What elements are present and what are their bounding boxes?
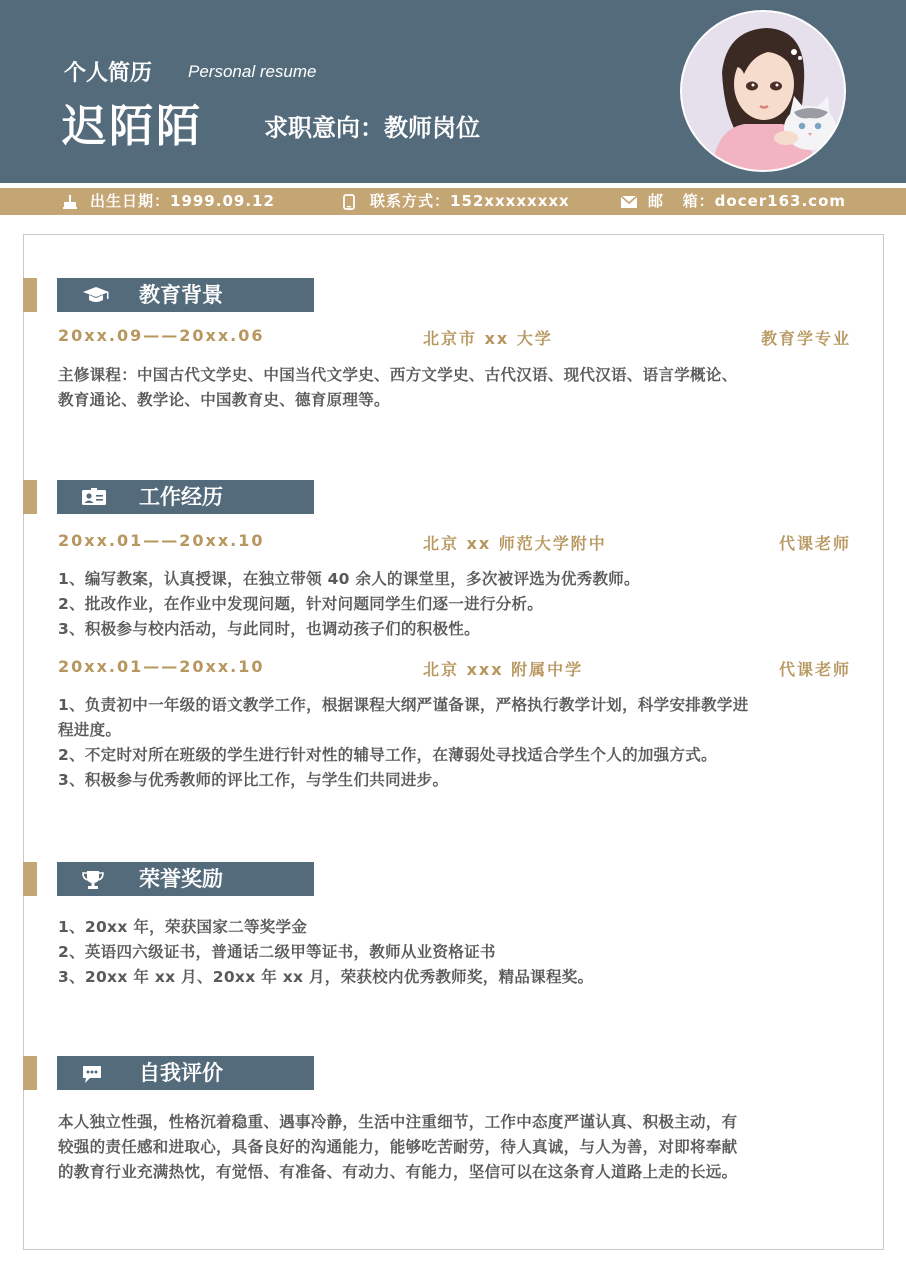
speech-bubble-icon	[81, 1064, 103, 1084]
birthday-cake-icon	[62, 194, 78, 210]
entry-organization: 北京 xxx 附属中学	[423, 660, 584, 679]
paragraph-line: 本人独立性强，性格沉着稳重、遇事冷静，生活中注重细节，工作中态度严谨认真、积极主动，有	[58, 1113, 738, 1131]
section-label: 工作经历	[139, 485, 223, 509]
section-label: 荣誉奖励	[139, 867, 223, 891]
resume-subtitle-cn: 个人简历	[64, 61, 153, 86]
education-entry	[58, 326, 851, 350]
candidate-name: 迟陌陌	[62, 101, 203, 152]
paragraph-line: 3、20xx 年 xx 月、20xx 年 xx 月，荣获校内优秀教师奖，精品课程奖。	[58, 968, 594, 986]
work-entry-2	[58, 657, 851, 681]
birth-date-item	[62, 188, 312, 215]
entry-period: 20xx.01——20xx.10	[58, 657, 265, 676]
paragraph-line: 3、积极参与校内活动，与此同时，也调动孩子们的积极性。	[58, 620, 480, 638]
honors-list	[58, 915, 858, 990]
entry-period: 20xx.01——20xx.10	[58, 531, 265, 550]
envelope-icon	[620, 195, 638, 209]
section-accent	[23, 1056, 37, 1090]
paragraph-line: 1、编写教案，认真授课，在独立带领 40 余人的课堂里，多次被评选为优秀教师。	[58, 570, 640, 588]
paragraph-line: 3、积极参与优秀教师的评比工作，与学生们共同进步。	[58, 771, 449, 789]
job-intent: 求职意向：教师岗位	[264, 114, 480, 142]
work-entry-2-duties	[58, 693, 858, 793]
trophy-icon	[81, 870, 105, 890]
section-accent	[23, 862, 37, 896]
graduation-cap-icon	[81, 286, 111, 304]
section-label: 自我评价	[139, 1061, 223, 1085]
section-title-education	[57, 278, 314, 312]
work-entry-1-duties	[58, 567, 858, 642]
self-evaluation-text	[58, 1110, 858, 1185]
entry-role: 教育学专业	[760, 329, 851, 348]
work-entry-1	[58, 531, 851, 555]
avatar	[680, 10, 846, 172]
email-item	[620, 188, 860, 215]
section-accent	[23, 480, 37, 514]
paragraph-line: 的教育行业充满热忱，有觉悟、有准备、有动力、有能力，坚信可以在这条育人道路上走的长远。	[58, 1163, 738, 1181]
entry-period: 20xx.09——20xx.06	[58, 326, 265, 345]
entry-organization: 北京 xx 师范大学附中	[423, 534, 607, 553]
section-accent	[23, 278, 37, 312]
phone-icon	[342, 194, 356, 210]
education-courses	[58, 363, 858, 413]
paragraph-line: 1、20xx 年，荣获国家二等奖学金	[58, 918, 308, 936]
paragraph-line: 2、不定时对所在班级的学生进行针对性的辅导工作，在薄弱处寻找适合学生个人的加强方式。	[58, 746, 717, 764]
paragraph-line: 较强的责任感和进取心，具备良好的沟通能力，能够吃苦耐劳，待人真诚，与人为善，对即将奉献	[58, 1138, 738, 1156]
entry-role: 代课老师	[778, 534, 851, 553]
paragraph-line: 1、负责初中一年级的语文教学工作，根据课程大纲严谨备课，严格执行教学计划，科学安排教学进	[58, 696, 749, 714]
section-title-self-evaluation	[57, 1056, 314, 1090]
paragraph-line: 教育通论、教学论、中国教育史、德育原理等。	[58, 391, 390, 409]
email-text: 邮 箱：docer163.com	[648, 192, 847, 210]
paragraph-line: 程进度。	[58, 721, 122, 739]
paragraph-line: 2、英语四六级证书，普通话二级甲等证书，教师从业资格证书	[58, 943, 496, 961]
section-title-honors	[57, 862, 314, 896]
section-title-work	[57, 480, 314, 514]
entry-role: 代课老师	[778, 660, 851, 679]
birth-date-text: 出生日期：1999.09.12	[90, 192, 275, 210]
contact-text: 联系方式：152xxxxxxxx	[370, 192, 570, 210]
contact-info-bar	[0, 188, 906, 215]
resume-subtitle-en: Personal resume	[188, 62, 317, 81]
paragraph-line: 主修课程：中国古代文学史、中国当代文学史、西方文学史、古代汉语、现代汉语、语言学概论、	[58, 366, 738, 384]
id-card-icon	[81, 488, 107, 506]
section-label: 教育背景	[139, 283, 223, 307]
contact-item	[342, 188, 592, 215]
paragraph-line: 2、批改作业，在作业中发现问题，针对问题同学生们逐一进行分析。	[58, 595, 544, 613]
entry-organization: 北京市 xx 大学	[423, 329, 553, 348]
